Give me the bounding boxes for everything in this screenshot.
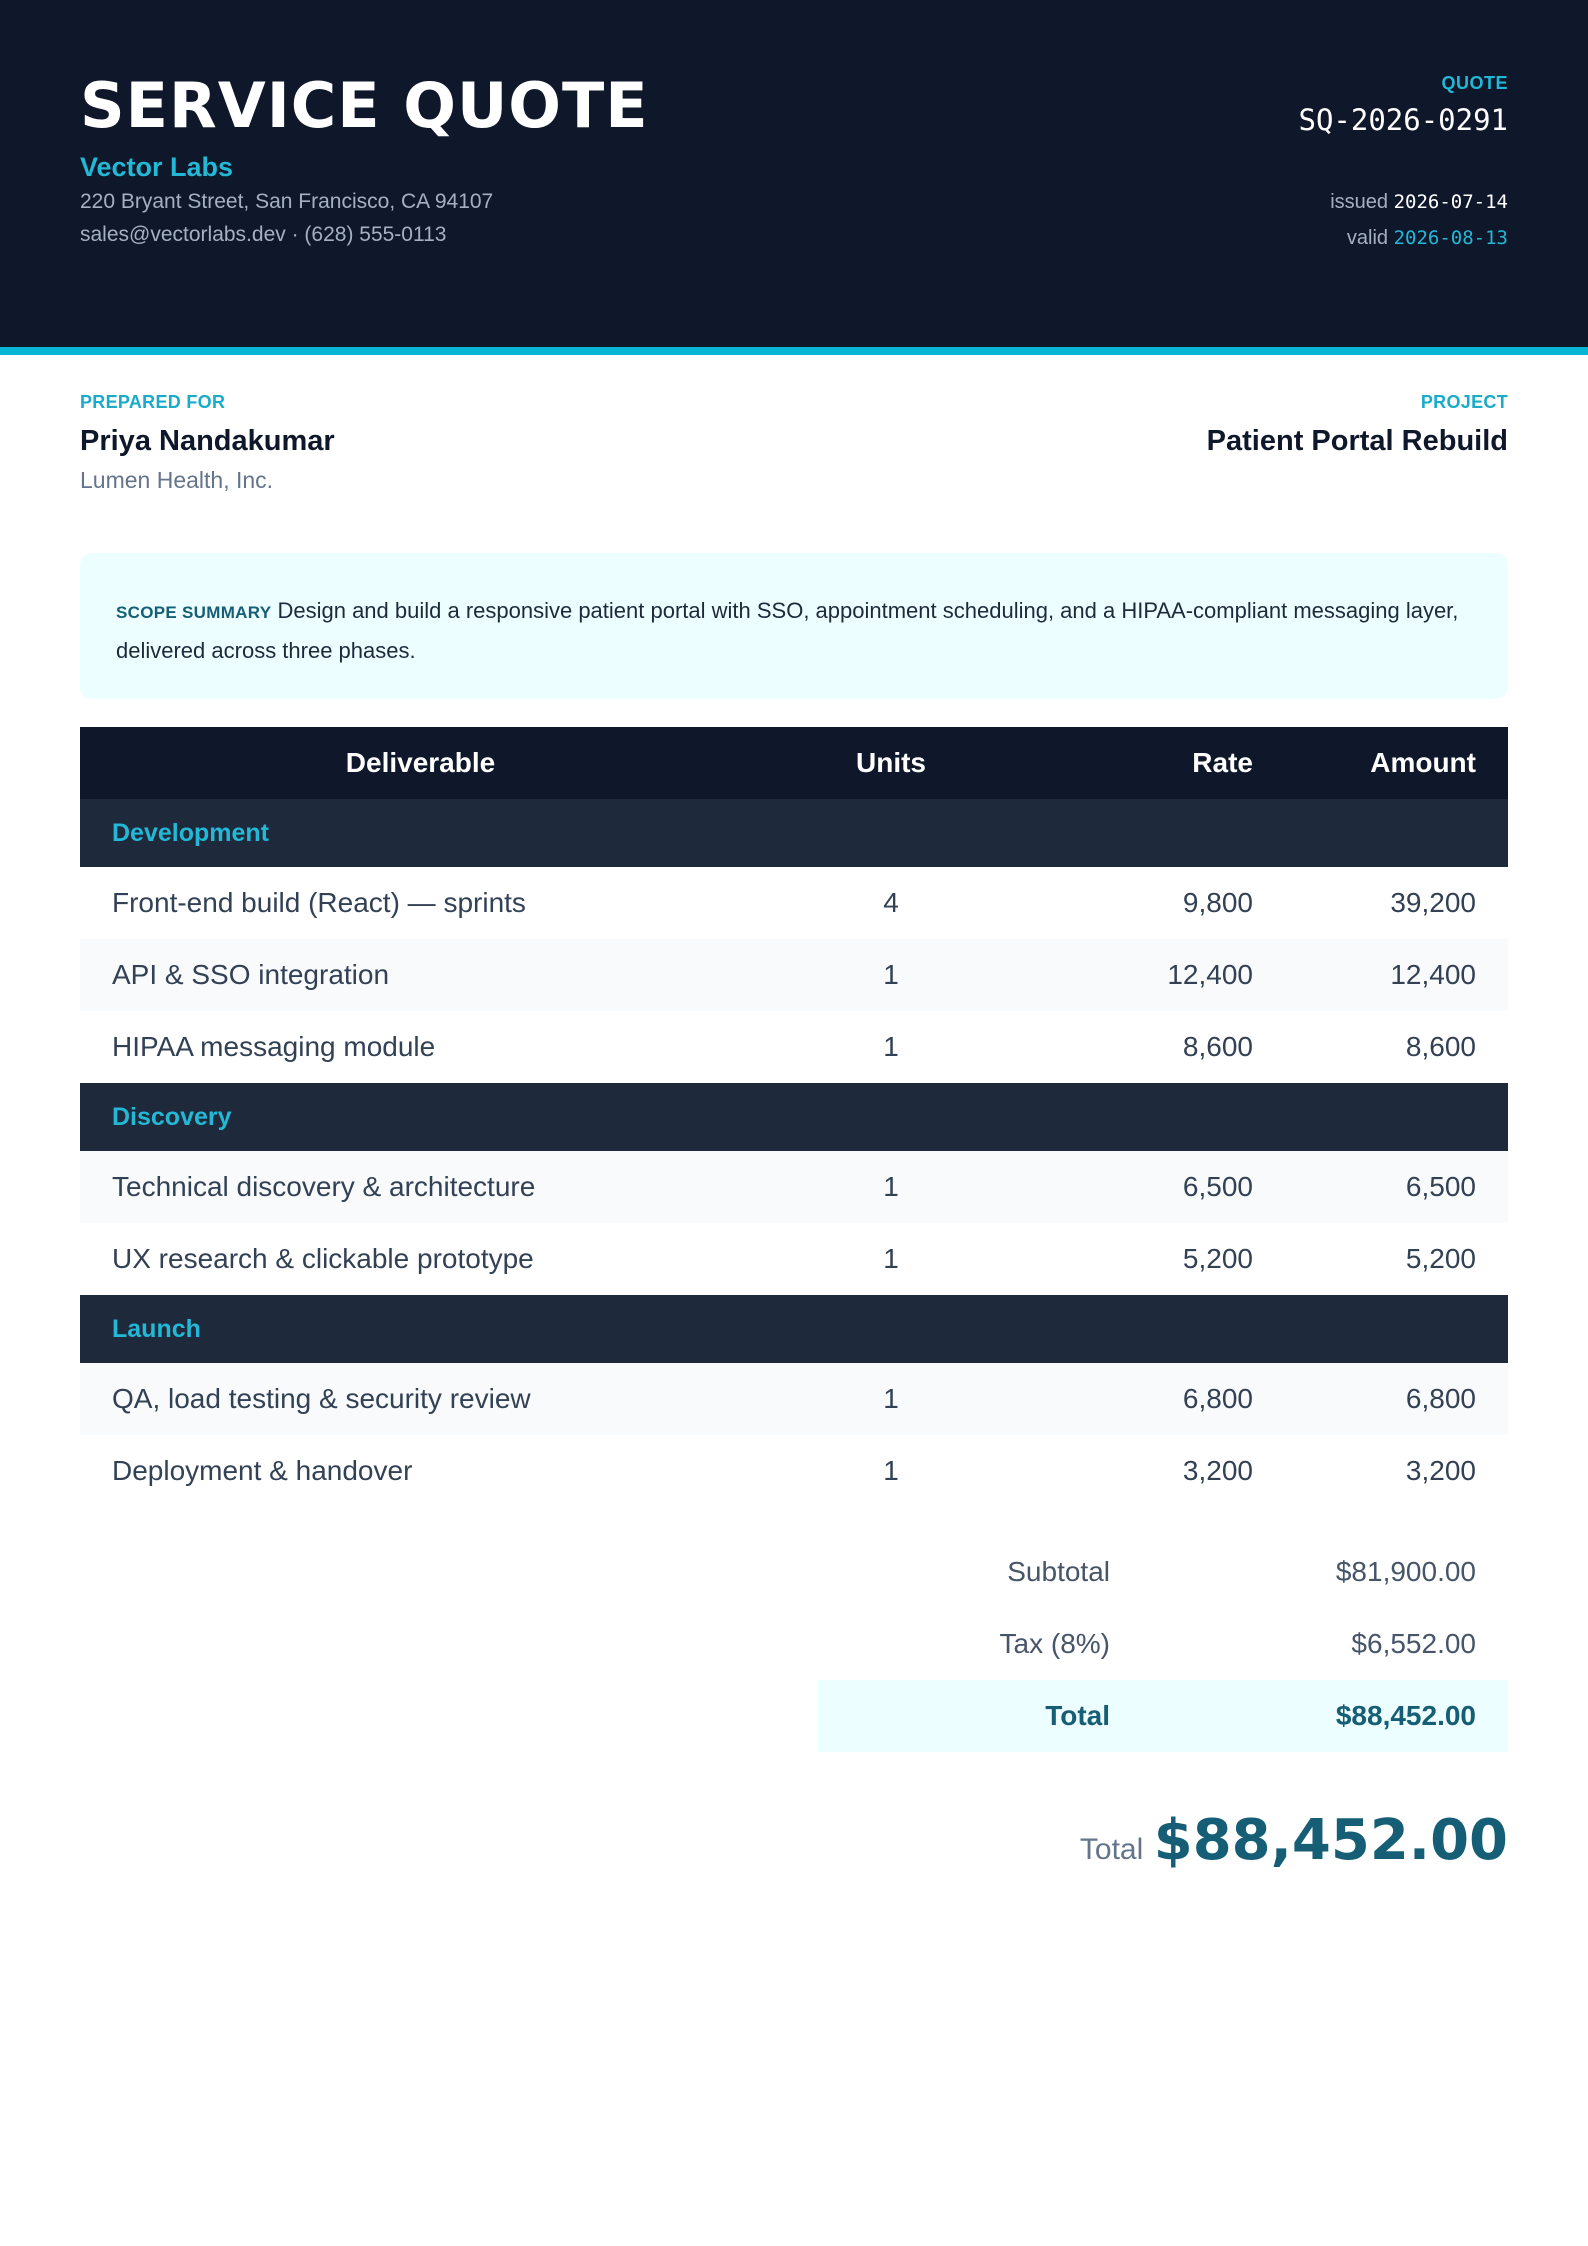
issued-date-line	[1330, 189, 1508, 215]
company-address: 220 Bryant Street, San Francisco, CA 94107	[80, 190, 494, 213]
table-row	[80, 1151, 1508, 1223]
cell-deliverable: Technical discovery & architecture	[80, 1151, 761, 1223]
quote-header	[0, 0, 1588, 347]
deliverables-table	[80, 727, 1508, 1507]
subtotal-label: Subtotal	[1007, 1556, 1110, 1587]
cell-amount: 12,400	[1285, 939, 1508, 1011]
cell-deliverable: API & SSO integration	[80, 939, 761, 1011]
cell-rate: 12,400	[1021, 939, 1285, 1011]
grand-total-value: $88,452.00	[1153, 1808, 1508, 1873]
group-row-discovery	[80, 1083, 1508, 1151]
cell-deliverable: Deployment & handover	[112, 1455, 413, 1486]
prepared-for-label: PREPARED FOR	[80, 392, 226, 412]
issued-date: 2026-07-14	[1393, 191, 1508, 213]
cell-amount: 39,200	[1390, 887, 1476, 918]
cell-amount: 5,200	[1405, 1243, 1476, 1274]
cell-units: 1	[883, 1455, 899, 1486]
group-row-development	[80, 799, 1508, 867]
tax-value: $6,552.00	[1351, 1628, 1476, 1659]
cell-deliverable: UX research & clickable prototype	[112, 1243, 534, 1274]
scope-summary-label: SCOPE SUMMARY	[116, 603, 272, 622]
group-label: Development	[80, 799, 1508, 867]
cell-units: 1	[761, 1151, 1021, 1223]
cell-deliverable: QA, load testing & security review	[80, 1363, 761, 1435]
header-accent-bar	[0, 347, 1588, 355]
header-amount: Amount	[1285, 727, 1508, 799]
client-company: Lumen Health, Inc.	[80, 467, 274, 493]
cell-rate: 8,600	[1182, 1031, 1253, 1062]
cell-units: 1	[883, 1243, 899, 1274]
cell-units: 4	[883, 887, 899, 918]
scope-summary-text: Design and build a responsive patient portal with SSO, appointment scheduling, and a HIPAA-compliant messaging layer, delivered across three phases.	[116, 598, 1459, 663]
cell-rate: 9,800	[1182, 887, 1253, 918]
cell-rate: 6,800	[1021, 1363, 1285, 1435]
header-deliverable: Deliverable	[80, 727, 761, 799]
cell-rate: 3,200	[1182, 1455, 1253, 1486]
valid-date: 2026-08-13	[1393, 227, 1508, 249]
document-title: SERVICE QUOTE	[80, 69, 649, 142]
table-row	[80, 1223, 1508, 1295]
table-row	[80, 1011, 1508, 1083]
client-name: Priya Nandakumar	[80, 425, 335, 457]
quote-number: SQ-2026-0291	[1298, 103, 1508, 137]
total-row	[818, 1680, 1508, 1752]
cell-amount: 3,200	[1405, 1455, 1476, 1486]
cell-units: 1	[883, 1031, 899, 1062]
cell-rate: 5,200	[1182, 1243, 1253, 1274]
group-row-launch	[80, 1295, 1508, 1363]
subtotal-value: $81,900.00	[1335, 1556, 1476, 1587]
quote-label: QUOTE	[1441, 73, 1508, 93]
cell-amount: 6,500	[1285, 1151, 1508, 1223]
table-header-row	[80, 727, 1508, 799]
project-label: PROJECT	[1420, 392, 1508, 412]
scope-summary-box	[80, 553, 1508, 699]
valid-date-line	[1347, 225, 1508, 251]
grand-total-label: Total	[1079, 1833, 1144, 1866]
company-contact: sales@vectorlabs.dev · (628) 555-0113	[80, 223, 447, 246]
cell-units: 1	[761, 1363, 1021, 1435]
table-row	[80, 1435, 1508, 1507]
cell-amount: 6,800	[1285, 1363, 1508, 1435]
company-name: Vector Labs	[80, 152, 234, 182]
cell-deliverable: HIPAA messaging module	[112, 1031, 436, 1062]
totals-table	[818, 1536, 1508, 1752]
table-row	[80, 939, 1508, 1011]
issued-label: issued	[1330, 191, 1389, 213]
valid-label: valid	[1346, 227, 1389, 249]
project-name: Patient Portal Rebuild	[1206, 425, 1508, 457]
header-rate: Rate	[1021, 727, 1285, 799]
subtotal-row	[818, 1536, 1508, 1608]
cell-rate: 6,500	[1021, 1151, 1285, 1223]
tax-row	[818, 1608, 1508, 1680]
tax-label: Tax (8%)	[999, 1628, 1110, 1659]
header-units: Units	[761, 727, 1021, 799]
group-label: Discovery	[80, 1083, 1508, 1151]
table-row	[80, 1363, 1508, 1435]
grand-total	[1080, 1808, 1508, 1873]
group-label: Launch	[80, 1295, 1508, 1363]
cell-units: 1	[761, 939, 1021, 1011]
cell-amount: 8,600	[1405, 1031, 1476, 1062]
total-value: $88,452.00	[1142, 1680, 1508, 1752]
total-label: Total	[818, 1680, 1142, 1752]
table-row	[80, 867, 1508, 939]
cell-deliverable: Front-end build (React) — sprints	[112, 887, 526, 918]
